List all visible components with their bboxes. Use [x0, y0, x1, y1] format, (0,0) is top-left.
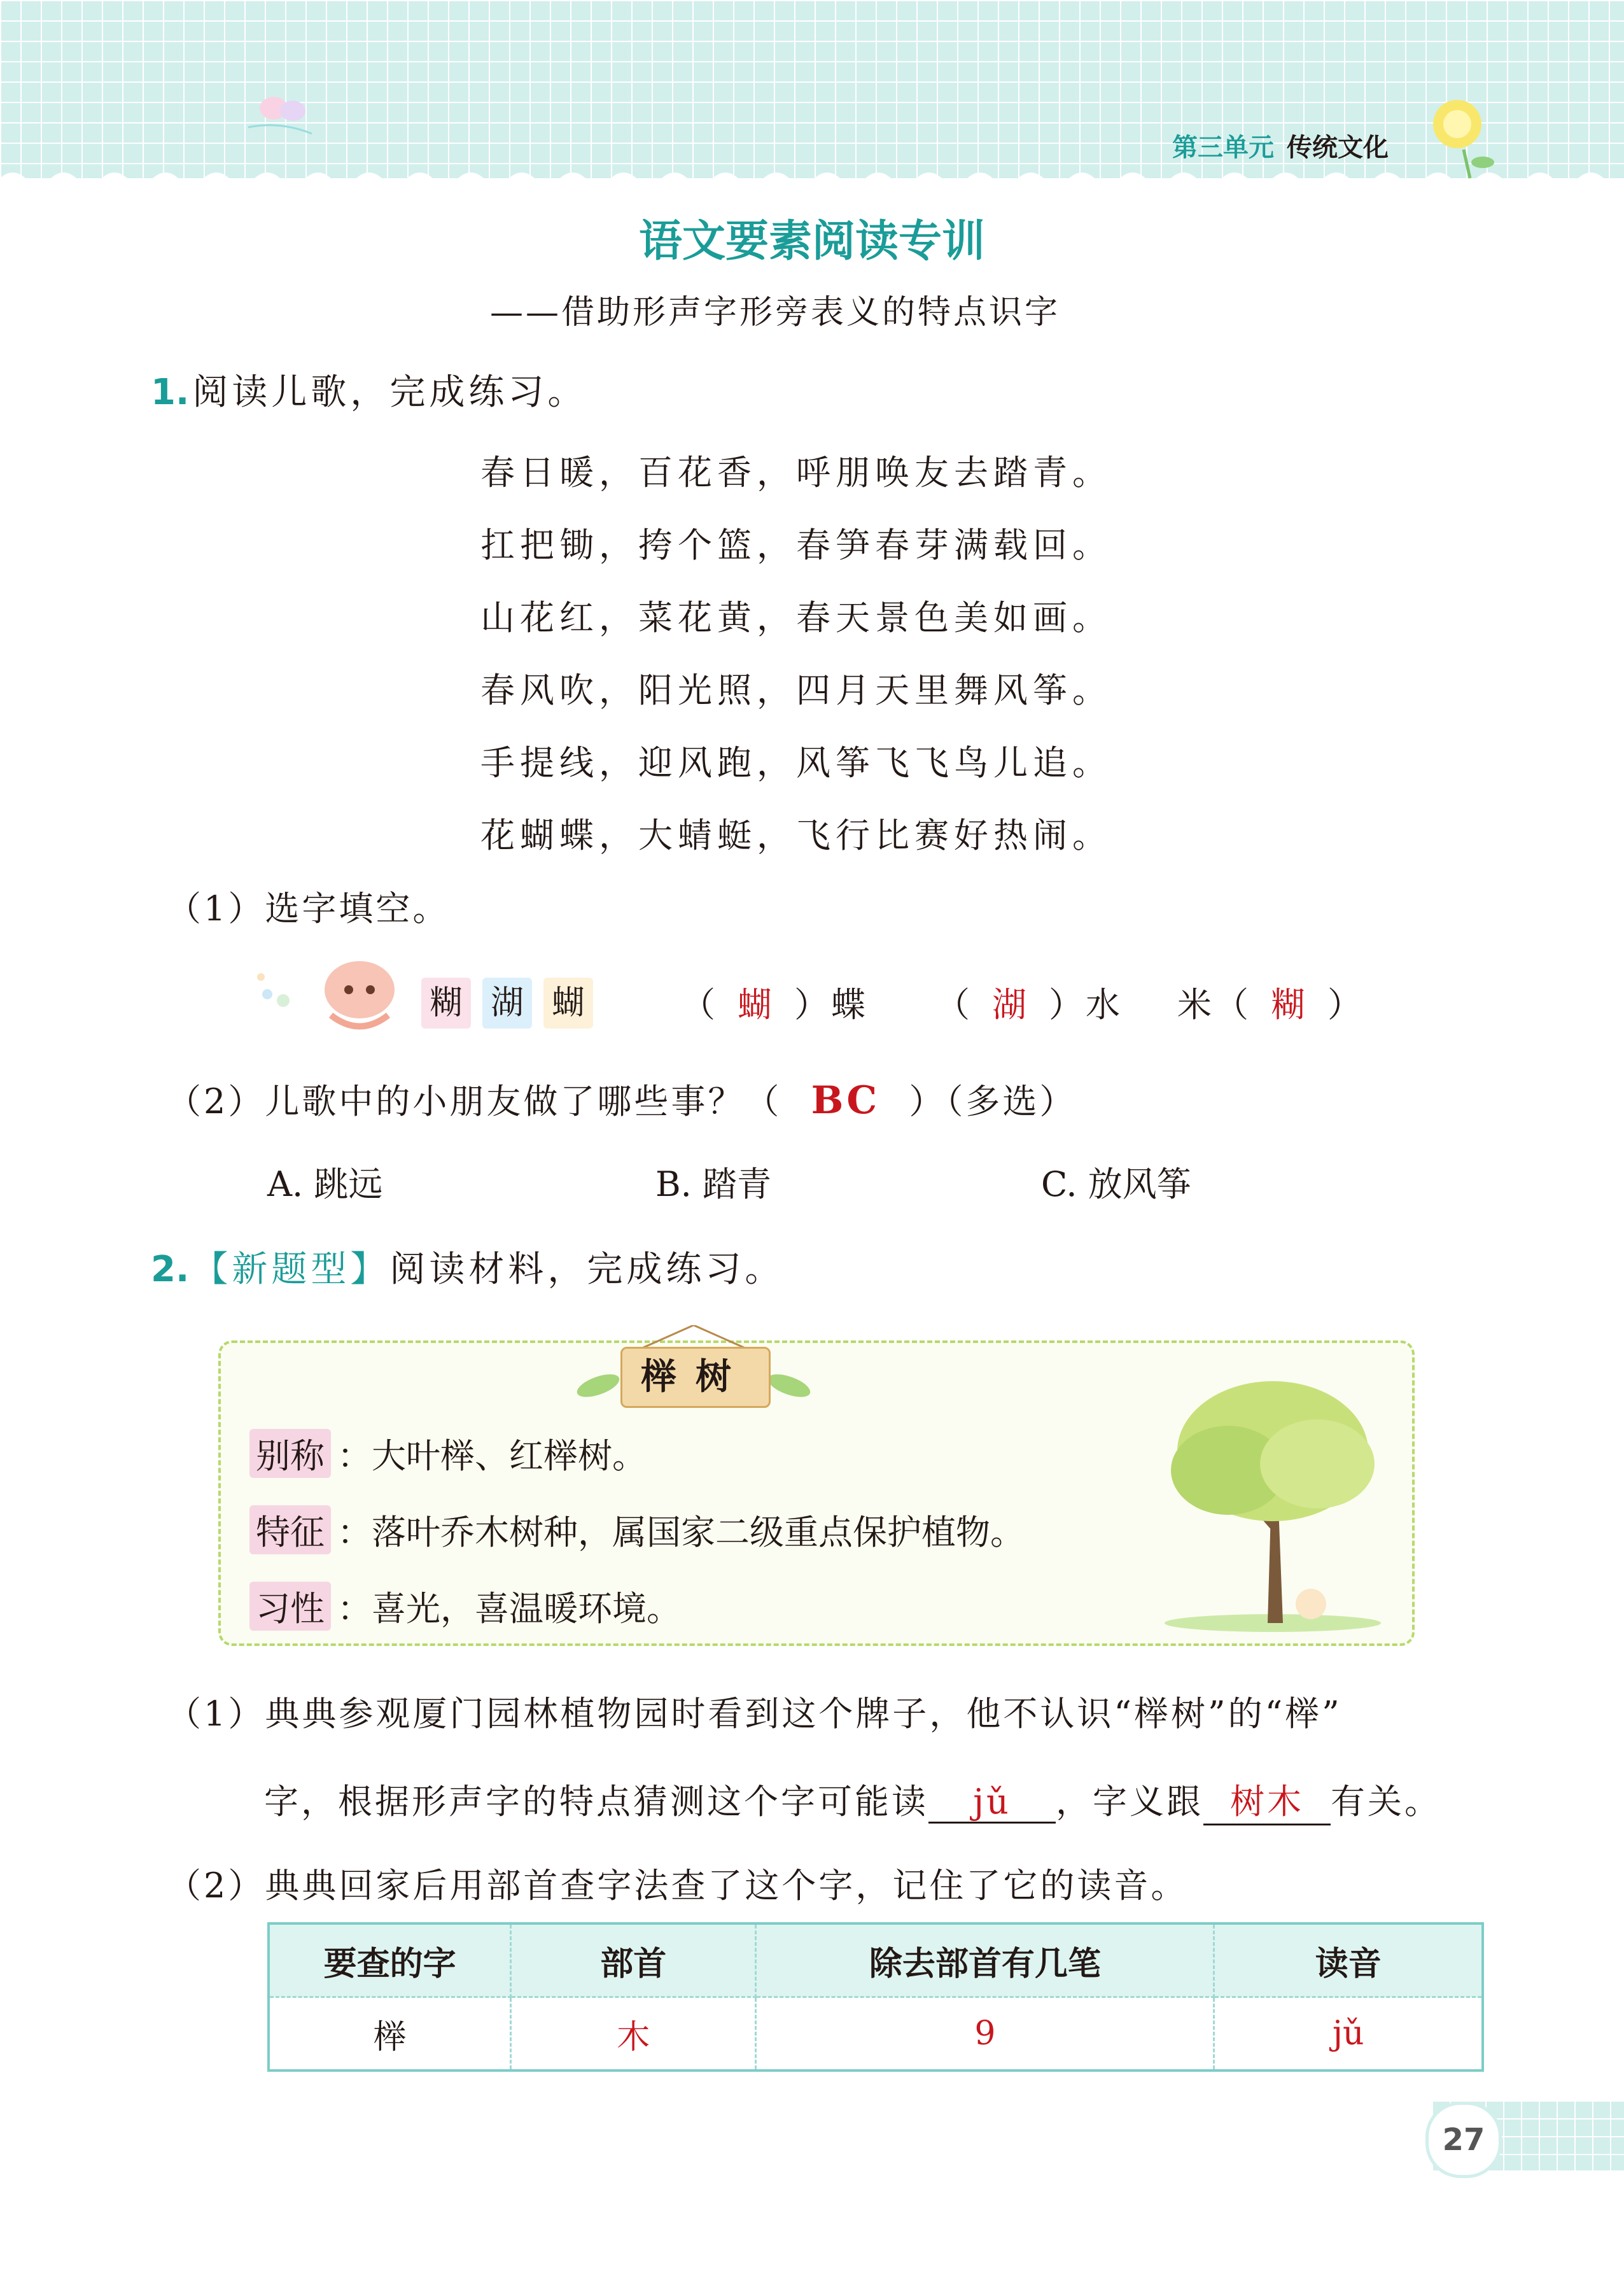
card-row-alias: 别称 ：大叶榉、红榉树。	[249, 1429, 647, 1478]
table-cell: 9	[756, 1997, 1214, 2071]
answer-blank: jǔ	[928, 1782, 1056, 1824]
q2-sub1-line2: 字，根据形声字的特点猜测这个字可能读 jǔ ，字义跟 树木 有关。	[264, 1775, 1441, 1825]
table-cell: jǔ	[1214, 1997, 1483, 2071]
unit-number: 第三单元	[1172, 133, 1274, 162]
char-chip: 糊	[421, 978, 471, 1029]
table-row	[269, 1997, 1483, 2071]
q2-sub2-label: （2）典典回家后用部首查字法查了这个字，记住了它的读音。	[167, 1866, 1188, 1906]
option-c: C. 放风筝	[1041, 1164, 1191, 1204]
answer-text: 湖	[992, 985, 1029, 1025]
poem-line: 山花红，菜花黄，春天景色美如画。	[480, 598, 1112, 638]
q2-sub1-line1: （1）典典参观厦门园林植物园时看到这个牌子，他不认识“榉树”的“榉”	[167, 1694, 1342, 1734]
card-row-habit: 习性 ：喜光，喜温暖环境。	[249, 1582, 681, 1631]
char-chip: 湖	[482, 978, 532, 1029]
card-row-feature: 特征 ：落叶乔木树种，属国家二级重点保护植物。	[249, 1505, 1025, 1554]
answer-text: 糊	[1271, 985, 1308, 1025]
character-chips	[421, 978, 605, 1029]
answer-text: BC	[811, 1078, 880, 1123]
table-header: 除去部首有几笔	[756, 1923, 1214, 1997]
table-header: 部首	[511, 1923, 756, 1997]
poem-line: 花蝴蝶，大蜻蜓，飞行比赛好热闹。	[480, 815, 1112, 855]
table-cell: 木	[511, 1997, 756, 2071]
tree-illustration	[1158, 1362, 1387, 1636]
question-number: 1.	[151, 372, 190, 413]
page-title: 语文要素阅读专训	[638, 216, 985, 267]
page-subtitle: ——借助形声字形旁表义的特点识字	[490, 293, 1061, 332]
row-label: 习性	[249, 1582, 331, 1631]
poem-line: 春风吹，阳光照，四月天里舞风筝。	[480, 670, 1112, 710]
table-cell: 榉	[269, 1997, 511, 2071]
row-label: 别称	[249, 1429, 331, 1478]
question-2-heading	[151, 1241, 784, 1292]
page-number: 27	[1425, 2102, 1502, 2178]
fill-blank-3: 米（ 糊 ）	[1177, 978, 1364, 1027]
fill-blank-2: （ 湖 ）水	[935, 978, 1123, 1027]
option-a: A. 跳远	[267, 1164, 383, 1204]
question-number: 2.	[151, 1249, 190, 1290]
table-header: 读音	[1214, 1923, 1483, 1997]
option-b: B. 踏青	[655, 1164, 772, 1204]
char-chip: 蝴	[543, 978, 593, 1029]
sunflower-icon	[1425, 92, 1502, 181]
poem-line: 春日暖，百花香，呼朋唤友去踏青。	[480, 453, 1112, 493]
question-prompt: 阅读儿歌，完成练习。	[192, 372, 587, 413]
table-header-row	[269, 1923, 1483, 1997]
question-prompt: 阅读材料，完成练习。	[389, 1249, 785, 1290]
row-label: 特征	[249, 1505, 331, 1554]
new-type-tag: 【新题型】	[192, 1249, 390, 1290]
answer-text: 蝴	[738, 985, 774, 1025]
q1-sub2: （2）儿歌中的小朋友做了哪些事？（ BC ）（多选）	[167, 1078, 1077, 1123]
table-header: 要查的字	[269, 1923, 511, 1997]
question-1-heading	[151, 364, 587, 415]
poem-line: 扛把锄，挎个篮，春笋春芽满载回。	[480, 525, 1112, 565]
answer-blank: 树木	[1203, 1775, 1331, 1825]
poem-line: 手提线，迎风跑，风筝飞飞鸟儿追。	[480, 743, 1112, 783]
butterfly-icon	[242, 89, 325, 140]
header-wave	[0, 167, 1624, 192]
unit-label	[1172, 127, 1389, 164]
card-title: 榉树	[620, 1347, 771, 1408]
q1-sub1-label: （1）选字填空。	[167, 889, 450, 929]
octopus-mascot-icon	[255, 955, 407, 1037]
lookup-table	[267, 1922, 1484, 2072]
unit-theme: 传统文化	[1287, 133, 1389, 162]
fill-blank-1: （ 蝴 ）蝶	[681, 978, 868, 1027]
